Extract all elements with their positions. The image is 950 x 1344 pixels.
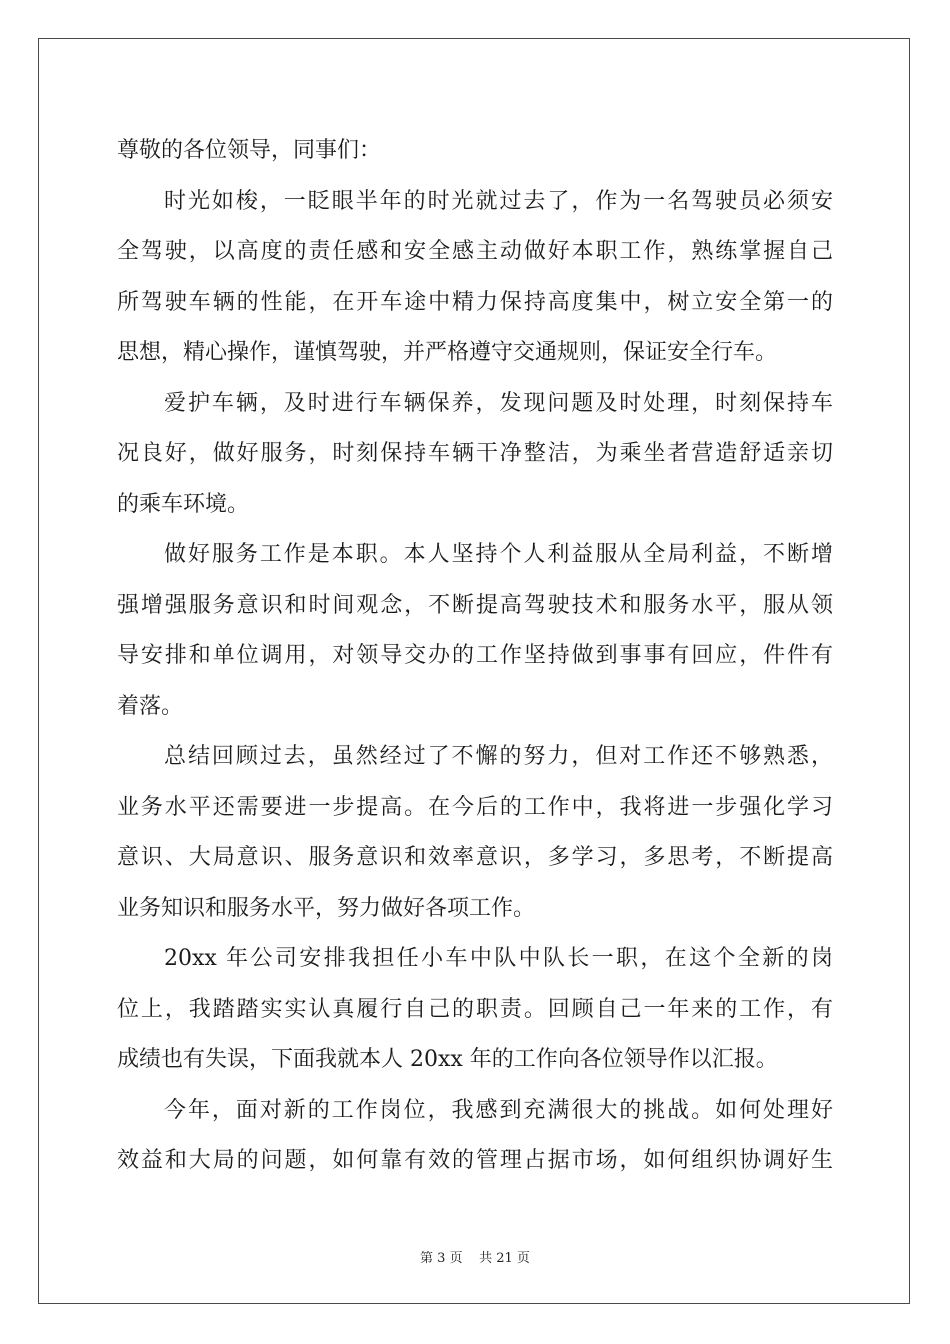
body-line: 做好服务工作是本职。本人坚持个人利益服从全局利益，不断增 [164, 542, 833, 567]
body-line: 20xx 年公司安排我担任小车中队中队长一职，在这个全新的岗 [164, 946, 833, 971]
body-line: 时光如梭，一眨眼半年的时光就过去了，作为一名驾驶员必须安 [164, 188, 833, 214]
body-line: 尊敬的各位领导，同事们： [117, 138, 382, 163]
body-line: 位上，我踏踏实实认真履行自己的职责。回顾自己一年来的工作，有 [117, 996, 833, 1022]
body-line: 况良好，做好服务，时刻保持车辆干净整洁，为乘坐者营造舒适亲切 [117, 441, 833, 466]
body-line: 总结回顾过去，虽然经过了不懈的努力，但对工作还不够熟悉， [164, 744, 833, 769]
body-line: 效益和大局的问题，如何靠有效的管理占据市场，如何组织协调好生 [117, 1148, 833, 1173]
body-line: 所驾驶车辆的性能，在开车途中精力保持高度集中，树立安全第一的 [117, 289, 833, 315]
body-line: 爱护车辆，及时进行车辆保养，发现问题及时处理，时刻保持车 [164, 390, 833, 416]
body-line: 着落。 [117, 693, 184, 719]
body-line: 意识、大局意识、服务意识和效率意识，多学习，多思考，不断提高 [117, 845, 833, 870]
body-line: 思想，精心操作，谨慎驾驶，并严格遵守交通规则，保证安全行车。 [117, 340, 778, 365]
body-line: 的乘车环境。 [117, 491, 250, 517]
body-line: 业务水平还需要进一步提高。在今后的工作中，我将进一步强化学习 [117, 794, 833, 820]
body-line: 导安排和单位调用，对领导交办的工作坚持做到事事有回应，件件有 [117, 643, 833, 668]
body-line: 成绩也有失误，下面我就本人 20xx 年的工作向各位领导作以汇报。 [117, 1047, 778, 1072]
body-line: 强增强服务意识和时间观念，不断提高驾驶技术和服务水平，服从领 [117, 592, 833, 618]
page-total: 共 21 页 [479, 1251, 530, 1266]
page-number: 第 3 页 [420, 1251, 463, 1266]
page-footer [0, 1247, 950, 1266]
body-line: 业务知识和服务水平，努力做好各项工作。 [117, 895, 536, 921]
document-body [117, 126, 833, 1187]
body-line: 今年，面对新的工作岗位，我感到充满很大的挑战。如何处理好 [164, 1097, 833, 1123]
body-line: 全驾驶，以高度的责任感和安全感主动做好本职工作，熟练掌握自己 [117, 239, 833, 264]
